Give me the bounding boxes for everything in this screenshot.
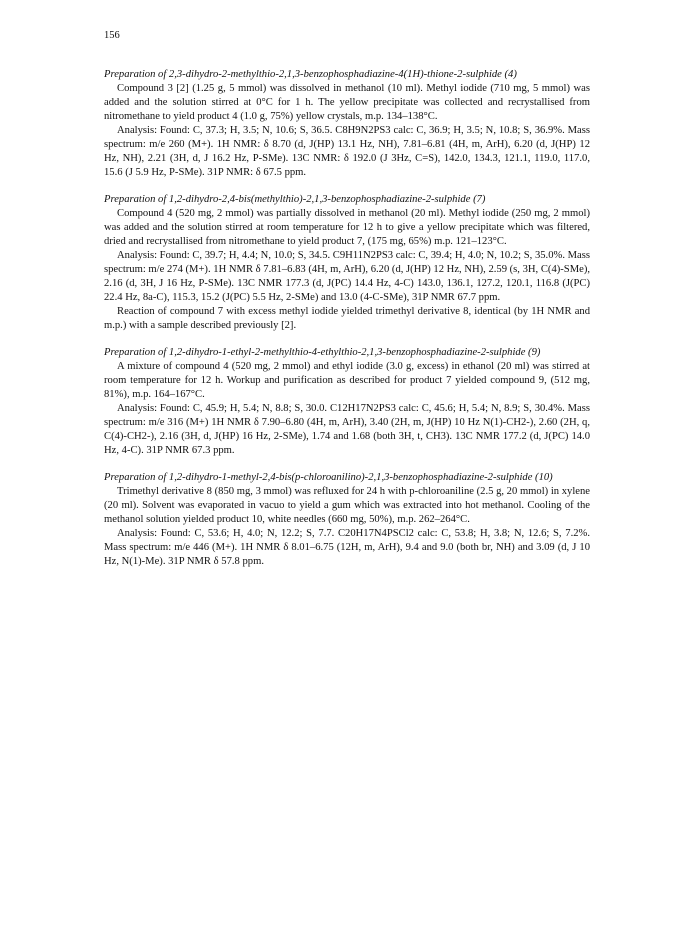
analysis-paragraph: Analysis: Found: C, 45.9; H, 5.4; N, 8.8; S, 30.0. C12H17N2PS3 calc: C, 45.6; H, 5.4; N, 8.9; S, 30.4%. Mass spectrum: m/e 316 (M+) 1H NMR δ 7.90–6.80 (4H, m, ArH), 3.40 (2H, m, J(HP) 10 Hz N(1)-CH2-), 2.60 (2H, q, C(4)-CH2-), 2.16 (3H, d, J(HP) 16 Hz, 2-SMe), 1.74 and 1.68 (both 3H, t, CH3). 13C NMR 177.2 (d, J(PC) 14.0 Hz, 4-C). 31P NMR 67.3 ppm. [104,403,590,456]
section-compound-4 [104,68,590,180]
procedure-paragraph: Trimethyl derivative 8 (850 mg, 3 mmol) was refluxed for 24 h with p-chloroaniline (2.5 g, 20 mmol) in xylene (20 ml). Solvent was evaporated in vacuo to yield a gum which was extracted into hot methanol. Cooling of the methanol solution yielded product 10, white needles (660 mg, 50%), m.p. 262–264°C. [104,486,590,525]
procedure-paragraph: Compound 4 (520 mg, 2 mmol) was partially dissolved in methanol (20 ml). Methyl iodide (250 mg, 2 mmol) was added and the solution stirred at room temperature for 12 h to give a yellow precipitate which was filtered, dried and recrystallised from nitromethane to yield product 7, (175 mg, 65%) m.p. 121–123°C. [104,208,590,247]
procedure-paragraph: A mixture of compound 4 (520 mg, 2 mmol) and ethyl iodide (3.0 g, excess) in ethanol (20 ml) was stirred at room temperature for 12 h. Workup and purification as described for product 7 yielded compound 9, (512 mg, 81%), m.p. 164–167°C. [104,361,590,400]
section-compound-10 [104,471,590,569]
section-heading: Preparation of 1,2-dihydro-2,4-bis(methylthio)-2,1,3-benzophosphadiazine-2-sulphide (7) [104,194,486,205]
procedure-paragraph: Compound 3 [2] (1.25 g, 5 mmol) was dissolved in methanol (10 ml). Methyl iodide (710 mg, 5 mmol) was added and the solution stirred at 0°C for 1 h. The yellow precipitate was collected and recrystallised from nitromethane to yield product 4 (1.0 g, 75%) yellow crystals, m.p. 134–138°C. [104,83,590,122]
analysis-paragraph: Analysis: Found: C, 37.3; H, 3.5; N, 10.6; S, 36.5. C8H9N2PS3 calc: C, 36.9; H, 3.5; N, 10.8; S, 36.9%. Mass spectrum: m/e 260 (M+). 1H NMR: δ 8.70 (d, J(HP) 13.1 Hz, NH), 7.81–6.81 (4H, m, ArH), 6.20 (d, J(HP) 12 Hz, NH), 2.21 (3H, d, J 16.2 Hz, P-SMe). 13C NMR: δ 192.0 (J 3Hz, C=S), 142.0, 134.3, 121.1, 119.0, 117.0, 15.6 (J 5.9 Hz, P-SMe). 31P NMR: δ 67.5 ppm. [104,125,590,178]
page-content [104,68,590,582]
analysis-paragraph: Analysis: Found: C, 39.7; H, 4.4; N, 10.0; S, 34.5. C9H11N2PS3 calc: C, 39.4; H, 4.0; N, 10.2; S, 35.0%. Mass spectrum: m/e 274 (M+). 1H NMR δ 7.81–6.83 (4H, m, ArH), 6.20 (d, J(HP) 12 Hz, NH), 2.59 (s, 3H, C(4)-SMe), 2.16 (d, 3H, J 16 Hz, P-SMe). 13C NMR 177.3 (d, J(PC) 14.4 Hz, 4-C) 143.0, 136.1, 127.2, 120.1, 116.8 (J(PC) 22.4 Hz, 8a-C), 115.3, 15.2 (J(PC) 5.5 Hz, 2-SMe) and 13.0 (4-C-SMe), 31P NMR 67.7 ppm. [104,250,590,303]
section-heading: Preparation of 2,3-dihydro-2-methylthio-2,1,3-benzophosphadiazine-4(1H)-thione-2-sulphide (4) [104,69,517,80]
analysis-paragraph: Analysis: Found: C, 53.6; H, 4.0; N, 12.2; S, 7.7. C20H17N4PSCl2 calc: C, 53.8; H, 3.8; N, 12.6; S, 7.2%. Mass spectrum: m/e 446 (M+). 1H NMR δ 8.01–6.75 (12H, m, ArH), 9.4 and 9.0 (both br, NH) and 3.09 (d, J 10 Hz, N(1)-Me). 31P NMR δ 57.8 ppm. [104,528,590,567]
section-heading: Preparation of 1,2-dihydro-1-ethyl-2-methylthio-4-ethylthio-2,1,3-benzophosphadiazine-2-sulphide (9) [104,347,541,358]
section-compound-7 [104,193,590,333]
page-number: 156 [104,30,120,41]
section-compound-9 [104,346,590,458]
section-heading: Preparation of 1,2-dihydro-1-methyl-2,4-bis(p-chloroanilino)-2,1,3-benzophosphadiazine-2-sulphide (10) [104,472,553,483]
reaction-paragraph: Reaction of compound 7 with excess methyl iodide yielded trimethyl derivative 8, identical (by 1H NMR and m.p.) with a sample described previously [2]. [104,306,590,331]
